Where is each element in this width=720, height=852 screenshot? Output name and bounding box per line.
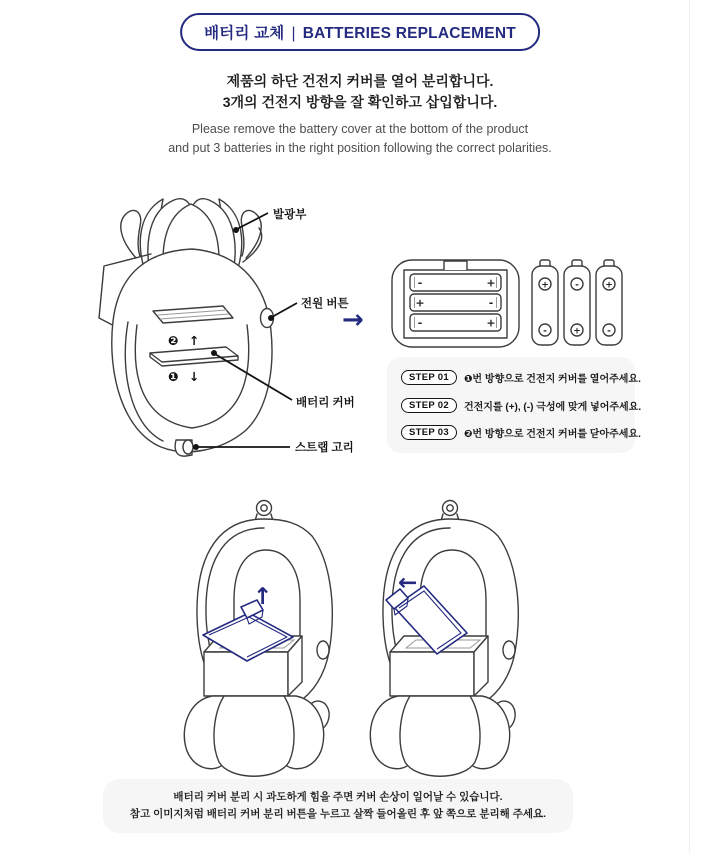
product-annotated-diagram: [99, 199, 355, 456]
battery3-bottom-sign: -: [607, 326, 611, 337]
label-battery-cover: 배터리 커버: [296, 397, 355, 409]
figure-cover-remove-step: [370, 501, 518, 777]
intro-ko-line1: 제품의 하단 건전지 커버를 열어 분리합니다.: [226, 73, 494, 89]
cover-close-mark: ❷ ↑: [168, 333, 203, 348]
slot1-left-sign: -: [417, 276, 423, 290]
step-row-2: [401, 398, 642, 413]
loose-batteries: [532, 260, 622, 345]
label-light-part: 발광부: [273, 209, 307, 221]
arrow-left-icon: ←: [398, 570, 418, 596]
battery1-bottom-sign: -: [543, 326, 547, 337]
cover-open-mark: ❶ ↓: [168, 369, 203, 384]
intro-en-line2: and put 3 batteries in the right position following the correct polarities.: [168, 141, 552, 155]
step1-text: ❶번 방향으로 건전지 커버를 열어주세요.: [463, 374, 641, 385]
figure-cover-lift-step: [184, 501, 332, 777]
label-power-button: 전원 버튼: [301, 298, 349, 310]
section-title-ko: 배터리 교체: [204, 25, 285, 42]
slot3-right-sign: +: [486, 316, 496, 330]
arrow-up-icon: ↑: [253, 584, 273, 610]
label-strap-ring: 스트랩 고리: [295, 442, 354, 454]
slot1-right-sign: +: [486, 276, 496, 290]
arrow-right-icon: →: [342, 305, 364, 335]
step1-badge: STEP 01: [401, 370, 457, 385]
caution-line1: 배터리 커버 분리 시 과도하게 힘을 주면 커버 손상이 일어날 수 있습니다.: [173, 791, 503, 803]
slot2-right-sign: -: [488, 296, 494, 310]
slot2-left-sign: +: [415, 296, 425, 310]
title-divider: |: [291, 25, 296, 42]
battery1-top-sign: +: [541, 280, 549, 291]
battery2-bottom-sign: +: [573, 326, 581, 337]
battery3-top-sign: +: [605, 280, 613, 291]
intro-ko-line2: 3개의 건전지 방향을 잘 확인하고 삽입합니다.: [222, 94, 498, 110]
battery2-top-sign: -: [575, 280, 579, 291]
steps-panel: [387, 357, 642, 453]
content-edge-divider: [689, 0, 690, 852]
step-row-1: [401, 370, 641, 385]
step3-badge: STEP 03: [401, 425, 457, 440]
step2-text: 건전지를 (+), (-) 극성에 맞게 넣어주세요.: [463, 401, 642, 413]
battery-compartment-diagram: [392, 260, 519, 347]
step2-badge: STEP 02: [401, 398, 457, 413]
step3-text: ❷번 방향으로 건전지 커버를 닫아주세요.: [463, 429, 641, 440]
section-title-en: BATTERIES REPLACEMENT: [302, 25, 516, 42]
caution-line2: 참고 이미지처럼 배터리 커버 분리 버튼을 누르고 살짝 들어올린 후 앞 쪽으로 분리해 주세요.: [129, 808, 547, 820]
intro-en-line1: Please remove the battery cover at the bottom of the product: [191, 122, 529, 136]
slot3-left-sign: -: [417, 316, 423, 330]
caution-note: [103, 779, 573, 833]
step-row-3: [401, 425, 641, 440]
